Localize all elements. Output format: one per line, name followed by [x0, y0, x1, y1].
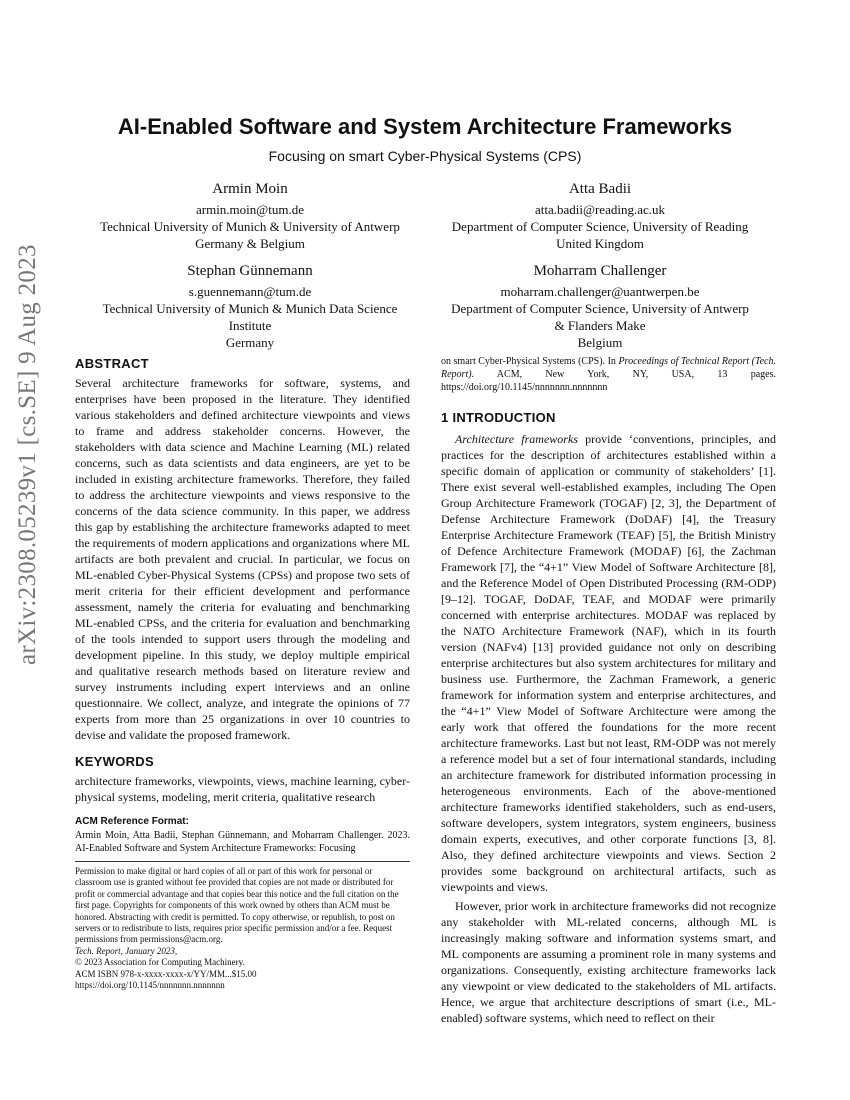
author-affiliation: Germany	[225, 335, 275, 350]
author-block	[80, 261, 420, 351]
author-affiliation: Technical University of Munich & Munich Data Science	[102, 301, 398, 316]
author-affiliation: Department of Computer Science, University of Reading	[451, 219, 749, 234]
divider	[75, 861, 410, 862]
doi-link[interactable]: https://doi.org/10.1145/nnnnnnn.nnnnnnn	[75, 980, 225, 991]
paper-title: AI-Enabled Software and System Architecture Frameworks	[117, 114, 733, 139]
isbn-line: ACM ISBN 978-x-xxxx-xxxx-x/YY/MM...$15.00	[75, 968, 257, 979]
author-affiliation: United Kingdom	[556, 236, 644, 251]
right-column	[441, 355, 776, 1036]
author-affiliation: Germany & Belgium	[195, 236, 305, 251]
author-name: Armin Moin	[212, 181, 288, 197]
permission-text: Permission to make digital or hard copies of all or part of this work for personal or classroom use is granted without fee provided that copies are not made or distributed for profit or commercial advantage and that copies bear this notice and the full citation on the first page. Copyrights for components of this work owned by others than ACM must be honored. Abstracting with credit is permitted. To copy otherwise, or republish, to post on servers or to redistribute to lists, requires prior specific permission and/or a fee. Request permissions from permissions@acm.org.	[75, 866, 399, 945]
acm-ref-continued: on smart Cyber-Physical Systems (CPS). In Proceedings of Technical Report (Tech. Report). ACM, New York, NY, USA, 13 pages. https://doi.org/10.1145/nnnnnnn.nnnnnnn	[441, 356, 777, 393]
author-email: armin.moin@tum.de	[195, 202, 304, 217]
paper-subtitle: Focusing on smart Cyber-Physical Systems (CPS)	[268, 148, 582, 164]
arxiv-stamp: arXiv:2308.05239v1 [cs.SE] 9 Aug 2023	[14, 244, 41, 665]
author-block	[80, 179, 420, 252]
left-column	[75, 355, 410, 991]
author-name: Moharram Challenger	[533, 263, 667, 279]
author-affiliation: & Flanders Make	[554, 318, 646, 333]
intro-paragraph: Architecture frameworks provide ‘conventions, principles, and practices for the description of architectures established within a specific domain of application or community of stakeholders’ [1]. There exist several well-established examples, including The Open Group Architecture Framework (TOGAF) [2, 3], the Department of Defense Architecture Framework (DoDAF) [4], the Treasury Enterprise Architecture Framework (TEAF) [5], the British Ministry of Defence Architecture Framework (MODAF) [6], the Zachman Framework [7], the “4+1” View Model of Software Architecture [8], and the Reference Model of Open Distributed Processing (RM-ODP) [9–12]. TOGAF, DoDAF, TEAF, and MODAF were primarily concerned with enterprise architectures. MODAF was replaced by the NATO Architecture Framework (NAF), which in its fourth version (NAFv4) [13] provided guidance not only on describing enterprise architectures but also system architectures for military and business use. Furthermore, the Zachman Framework, a generic framework for information system and enterprise architectures, and the “4+1” View Model of Software Architecture were among the early work that offered the foundations for the more recent architecture frameworks. Last but not least, RM-ODP was not merely a reference model but a set of four international standards, including an architecture framework for distributed information processing in heterogeneous environments. Each of the above-mentioned architecture frameworks identified stakeholders, such as end-users, software developers, system integrators, system engineers, business domain experts, executives, and other corporate functions [3, 8]. Also, they defined architecture viewpoints and views. Section 2 provides some background on architectural artifacts, such as viewpoints and views.	[441, 432, 776, 894]
author-email: moharram.challenger@uantwerpen.be	[500, 284, 700, 299]
venue-line: Tech. Report, January 2023,	[75, 945, 178, 956]
intro-paragraph: However, prior work in architecture frameworks did not recognize any stakeholder with ML-related concerns, although ML is increasingly making software and information systems smart, and ML components are assuming a prominent role in many systems and organizations. Consequently, existing architecture frameworks lack any viewpoint or view dedicated to the stakeholders of ML artifacts. Hence, we argue that architecture descriptions of smart (i.e., ML-enabled) software systems, which need to reflect on their	[441, 899, 776, 1025]
author-affiliation: Belgium	[577, 335, 623, 350]
author-name: Stephan Günnemann	[187, 263, 313, 279]
acm-ref-text: Armin Moin, Atta Badii, Stephan Günnemann, and Moharram Challenger. 2023. AI-Enabled Software and System Architecture Frameworks: Focusing	[75, 830, 410, 854]
author-block	[430, 261, 770, 351]
keywords-heading: KEYWORDS	[75, 754, 154, 769]
author-email: s.guennemann@tum.de	[188, 284, 312, 299]
author-affiliation: Department of Computer Science, University of Antwerp	[451, 301, 749, 316]
abstract-text: Several architecture frameworks for software, systems, and enterprises have been proposed in the literature. They identified various stakeholders and defined architecture viewpoints and views to frame and address stakeholder concerns. However, the stakeholders with data science and Machine Learning (ML) related concerns, such as data scientists and data engineers, are yet to be included in existing architecture frameworks. Therefore, they failed to address the architecture viewpoints and views responsive to the concerns of the data science community. In this paper, we address this gap by establishing the architecture frameworks adapted to meet the requirements of modern applications and organizations where ML artifacts are both prevalent and crucial. In particular, we focus on ML-enabled Cyber-Physical Systems (CPSs) and propose two sets of merit criteria for their efficient development and performance assessment, namely the criteria for evaluating and benchmarking ML-enabled CPSs, and the criteria for evaluation and benchmarking of the tools intended to support users through the modeling and development pipeline. In this study, we deploy multiple empirical and qualitative research methods based on literature review and survey instruments including expert interviews and an online questionnaire. We collect, analyze, and integrate the opinions of 77 experts from more than 25 organizations in over 10 countries to devise and validate the proposed framework.	[75, 376, 411, 742]
author-affiliation: Technical University of Munich & University of Antwerp	[100, 219, 400, 234]
copyright-line: © 2023 Association for Computing Machinery.	[75, 957, 245, 968]
permission-block	[75, 866, 410, 991]
author-affiliation: Institute	[228, 318, 272, 333]
abstract-heading: ABSTRACT	[75, 356, 149, 371]
keywords-text: architecture frameworks, viewpoints, views, machine learning, cyber-physical systems, modeling, merit criteria, qualitative research	[75, 774, 410, 804]
author-name: Atta Badii	[568, 181, 632, 197]
author-email: atta.badii@reading.ac.uk	[535, 202, 665, 217]
acm-ref-heading: ACM Reference Format:	[75, 816, 189, 827]
introduction-heading: 1 INTRODUCTION	[441, 410, 556, 425]
author-block	[430, 179, 770, 252]
